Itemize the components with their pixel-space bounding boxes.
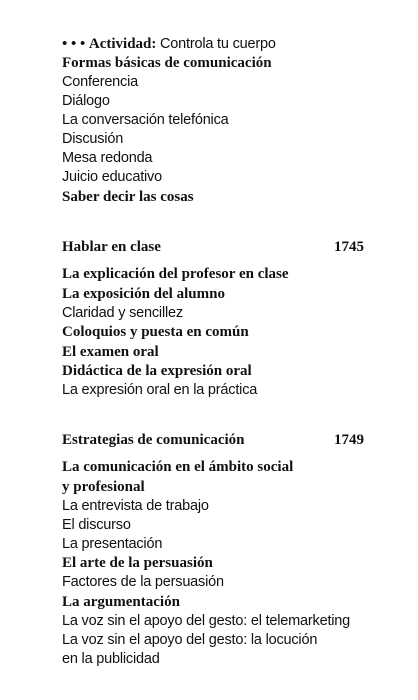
toc-entry: El arte de la persuasión [62, 555, 213, 571]
toc-entry: La expresión oral en la práctica [62, 382, 258, 398]
toc-entry: Discusión [62, 131, 124, 147]
section-page-number: 1749 [334, 432, 364, 448]
section-title: Estrategias de comunicación [62, 432, 245, 448]
toc-entry: Saber decir las cosas [62, 189, 194, 205]
section-page-number: 1745 [334, 239, 364, 255]
toc-entry: Mesa redonda [62, 150, 153, 166]
toc-entry: Didáctica de la expresión oral [62, 363, 252, 379]
toc-entry: La explicación del profesor en clase [62, 266, 289, 282]
toc-entry: La exposición del alumno [62, 286, 225, 302]
toc-entry: El examen oral [62, 344, 159, 360]
toc-entry: y profesional [62, 479, 145, 495]
activity-bullets: • • • [62, 36, 86, 52]
toc-entry: Diálogo [62, 93, 110, 109]
toc-entry: La conversación telefónica [62, 112, 229, 128]
toc-entry: Factores de la persuasión [62, 574, 224, 590]
toc-entry: en la publicidad [62, 651, 160, 667]
toc-entry: Juicio educativo [62, 169, 162, 185]
toc-entry: Claridad y sencillez [62, 305, 183, 321]
toc-entry: Conferencia [62, 74, 138, 90]
toc-entry: Formas básicas de comunicación [62, 55, 272, 71]
toc-entry: La voz sin el apoyo del gesto: el telemarketing [62, 613, 351, 629]
toc-entry: La comunicación en el ámbito social [62, 459, 294, 475]
toc-entry: La argumentación [62, 594, 180, 610]
toc-entry: La entrevista de trabajo [62, 498, 209, 514]
activity-label: Actividad: [88, 36, 157, 52]
toc-entry: Coloquios y puesta en común [62, 324, 249, 340]
toc-entry: El discurso [62, 517, 131, 533]
toc-entry: La voz sin el apoyo del gesto: la locución [62, 632, 318, 648]
section-title: Hablar en clase [62, 239, 161, 255]
activity-line [62, 35, 276, 53]
activity-text: Controla tu cuerpo [160, 36, 276, 52]
toc-entry: La presentación [62, 536, 163, 552]
